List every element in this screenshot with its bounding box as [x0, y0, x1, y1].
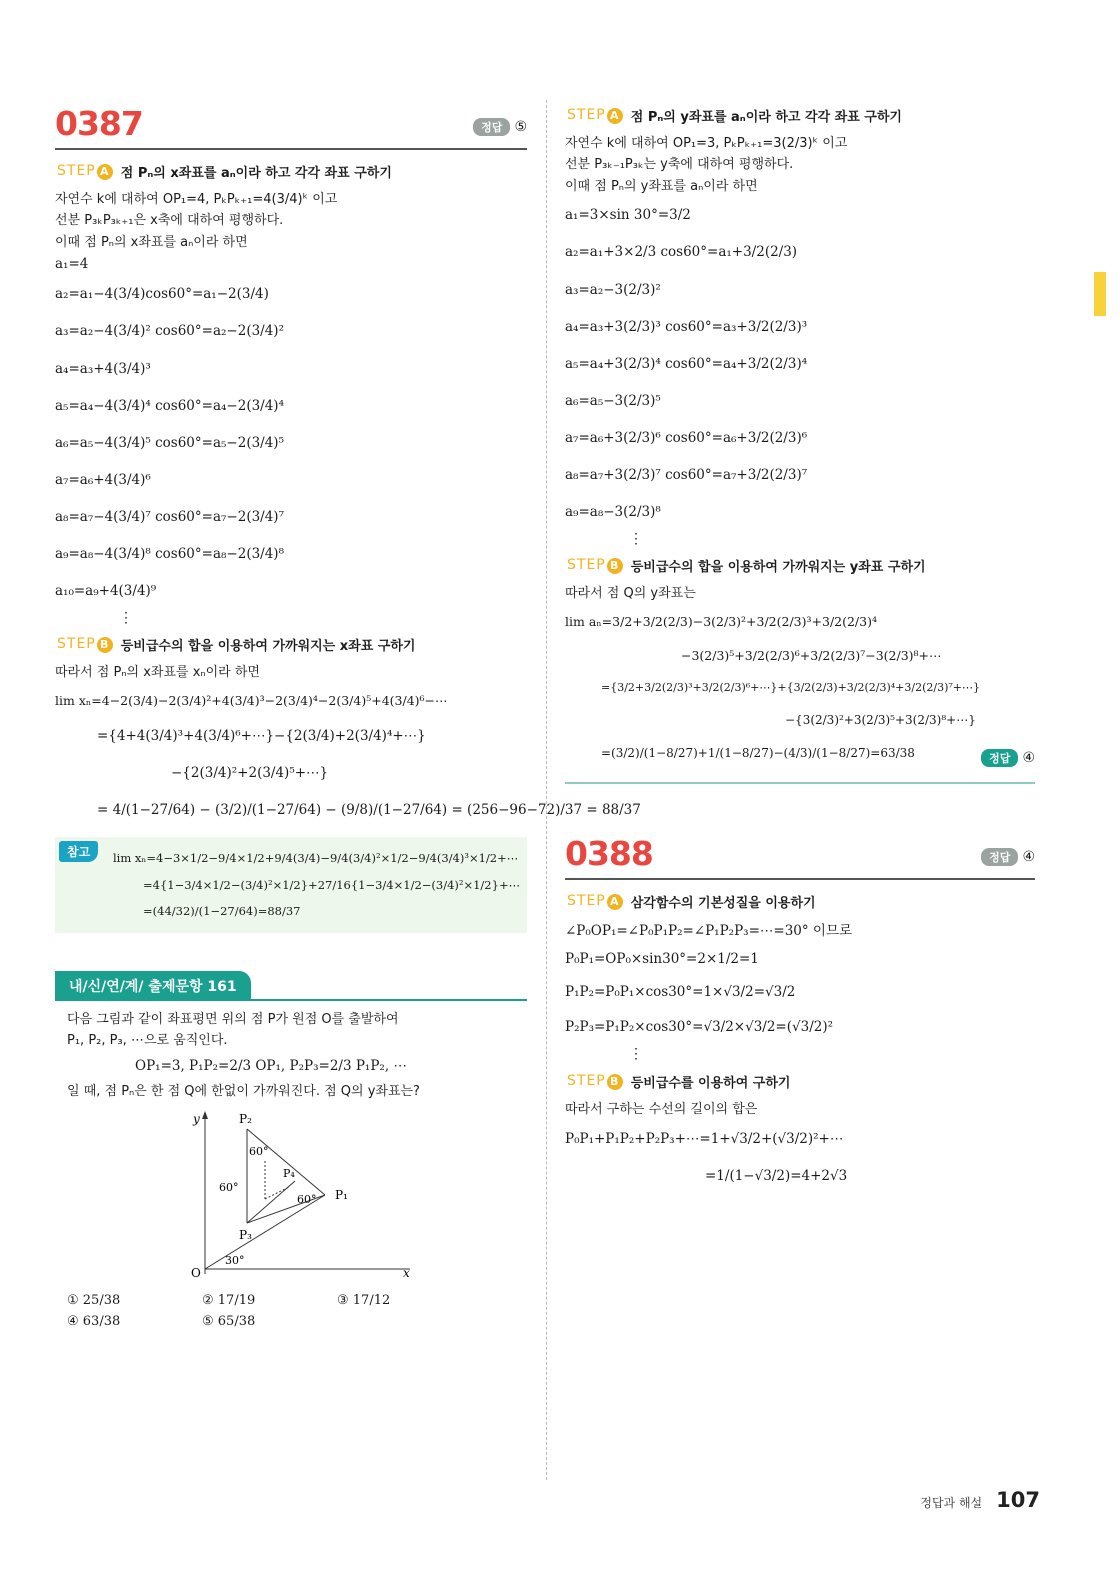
equation: −{3(2/3)²+3(2/3)⁵+3(2/3)⁸+⋯}	[785, 712, 976, 727]
equation: a₂=a₁−4(3/4)cos60°=a₁−2(3/4)	[55, 286, 269, 303]
coordinate-diagram	[185, 1109, 415, 1279]
answer-value: ④	[1022, 749, 1035, 766]
question-text	[55, 1009, 527, 1103]
equation: a₆=a₅−4(3/4)⁵ cos60°=a₅−2(3/4)⁵	[55, 434, 284, 451]
step-a2-equations	[565, 919, 1035, 1063]
choice[interactable]: ⑤ 65/38	[202, 1313, 256, 1329]
equation: −{2(3/4)²+2(3/4)⁵+⋯}	[171, 765, 329, 782]
step-tag: STEP A	[567, 893, 623, 910]
step-b-intro: 따라서 점 Pₙ의 x좌표를 xₙ이라 하면	[55, 665, 260, 681]
step-b2-intro: 따라서 구하는 수선의 길이의 합은	[565, 1102, 758, 1118]
equation: ={3/2+3/2(2/3)³+3/2(2/3)⁶+⋯}+{3/2(2/3)+3/2(2/3)⁴+3/2(2/3)⁷+⋯}	[601, 681, 981, 695]
footer-label: 정답과 해설	[920, 1496, 983, 1510]
step-a-heading	[567, 106, 1035, 125]
equation: a₃=a₂−3(2/3)²	[565, 281, 661, 298]
equation: ={4+4(3/4)³+4(3/4)⁶+⋯}−{2(3/4)+2(3/4)⁴+⋯}	[97, 727, 426, 744]
equation: a₁=3×sin 30°=3/2	[565, 207, 691, 224]
answer-tag	[981, 848, 1035, 866]
step-a-text	[55, 189, 527, 253]
equation: lim xₙ=4−3×1/2−9/4×1/2+9/4(3/4)−9/4(3/4)²×1/2−9/4(3/4)³×1/2+⋯	[113, 851, 519, 866]
equation: a₅=a₄−4(3/4)⁴ cos60°=a₄−2(3/4)⁴	[55, 397, 284, 414]
step-b2-equations	[565, 1121, 1035, 1195]
step-a-text	[565, 133, 1035, 197]
question-ask: 일 때, 점 Pₙ은 한 점 Q에 한없이 가까워진다. 점 Q의 y좌표는?	[67, 1084, 420, 1100]
problem-number: 0387	[55, 104, 143, 143]
equation: = 4/(1−27/64) − (3/2)/(1−27/64) − (9/8)/(1−27/64) = (256−96−72)/37 = 88/37	[97, 802, 641, 819]
chapter-side-tab	[1094, 272, 1106, 316]
answer-value: ⑤	[514, 119, 527, 135]
step-b2-heading	[567, 1072, 1035, 1091]
problem-number: 0388	[565, 833, 653, 873]
note-label: 참고	[59, 841, 98, 862]
x-axis-label: x	[403, 1265, 410, 1279]
equation: a₁=4	[55, 256, 89, 273]
right-column	[565, 100, 1035, 1195]
segment-p1p2	[247, 1129, 325, 1195]
equation: a₄=a₃+3(2/3)³ cos60°=a₃+3/2(2/3)³	[565, 318, 808, 335]
step-title: 점 Pₙ의 x좌표를 aₙ이라 하고 각각 좌표 구하기	[120, 166, 392, 181]
equation: =1/(1−√3/2)=4+2√3	[705, 1167, 848, 1184]
p3-label: P₃	[239, 1227, 252, 1242]
step-title: 등비급수를 이용하여 구하기	[630, 1076, 791, 1092]
page-footer	[920, 1488, 1040, 1512]
banner-label: 내/신/연/계/ 출제문항 161	[55, 971, 251, 1001]
segment-op1	[205, 1192, 325, 1269]
p4-label: P₄	[283, 1166, 295, 1180]
step-a-heading	[57, 162, 527, 181]
angle-top-label: 60°	[249, 1144, 269, 1158]
ellipsis: ⋮	[119, 610, 133, 627]
equation: ∠P₀OP₁=∠P₀P₁P₂=∠P₁P₂P₃=⋯=30° 이므로	[565, 922, 853, 939]
text-line: 이때 점 Pₙ의 x좌표를 aₙ이라 하면	[55, 234, 248, 250]
equation: P₁P₂=P₀P₁×cos30°=1×√3/2=√3/2	[565, 984, 796, 1001]
equation: a₁₀=a₉+4(3/4)⁹	[55, 583, 157, 600]
step-b-intro: 따라서 점 Q의 y좌표는	[565, 586, 696, 602]
note-box	[55, 837, 527, 932]
ellipsis: ⋮	[629, 1045, 643, 1062]
equation: P₀P₁=OP₀×sin30°=2×1/2=1	[565, 951, 759, 968]
answer-pill: 정답	[981, 749, 1018, 767]
text-line: 선분 P₃ₖP₃ₖ₊₁은 x축에 대하여 평행하다.	[55, 213, 284, 229]
ellipsis: ⋮	[629, 531, 643, 548]
text-line: 이때 점 Pₙ의 y좌표를 aₙ이라 하면	[565, 178, 758, 194]
equation: a₅=a₄+3(2/3)⁴ cos60°=a₄+3/2(2/3)⁴	[565, 355, 808, 372]
answer-pill: 정답	[473, 118, 510, 136]
answer-pill: 정답	[981, 848, 1018, 866]
step-tag: STEP B	[567, 557, 623, 574]
step-tag: STEP B	[567, 1073, 623, 1090]
step-b-heading	[57, 635, 527, 654]
equation: P₂P₃=P₁P₂×cos30°=√3/2×√3/2=(√3/2)²	[565, 1019, 834, 1036]
step-tag: STEP A	[567, 107, 623, 124]
angle-right-label: 60°	[297, 1192, 317, 1206]
equation: a₇=a₆+4(3/4)⁶	[55, 471, 151, 488]
choice[interactable]: ④ 63/38	[67, 1313, 121, 1329]
text-line: 자연수 k에 대하여 OP₁=3, PₖPₖ₊₁=3(2/3)ᵏ 이고	[565, 136, 848, 151]
related-problem-banner	[55, 971, 527, 1001]
equation: a₃=a₂−4(3/4)² cos60°=a₂−2(3/4)²	[55, 323, 284, 340]
answer-choices	[67, 1293, 527, 1329]
p1-label: P₁	[335, 1187, 348, 1202]
section-rule	[565, 782, 1035, 784]
equation: =(3/2)/(1−8/27)+1/(1−8/27)−(4/3)/(1−8/27)=63/38	[601, 745, 915, 760]
equation: lim xₙ=4−2(3/4)−2(3/4)²+4(3/4)³−2(3/4)⁴−2(3/4)⁵+4(3/4)⁶−⋯	[55, 692, 448, 708]
choice[interactable]: ① 25/38	[67, 1292, 121, 1308]
angle-left-label: 60°	[219, 1180, 239, 1194]
step-title: 삼각함수의 기본성질을 이용하기	[630, 895, 816, 911]
equation: lim aₙ=3/2+3/2(2/3)−3(2/3)²+3/2(2/3)³+3/2(2/3)⁴	[565, 613, 877, 629]
text-line: 다음 그림과 같이 좌표평면 위의 점 P가 원점 O를 출발하여	[67, 1011, 399, 1027]
equation: =(44/32)/(1−27/64)=88/37	[143, 904, 301, 919]
equation: a₈=a₇+3(2/3)⁷ cos60°=a₇+3/2(2/3)⁷	[565, 467, 808, 484]
equation: a₉=a₈−3(2/3)⁸	[565, 504, 661, 521]
step-tag: STEP A	[57, 163, 113, 180]
equation: a₄=a₃+4(3/4)³	[55, 360, 151, 377]
answer-tag	[981, 749, 1035, 767]
page-number: 107	[996, 1488, 1040, 1512]
step-title: 등비급수의 합을 이용하여 가까워지는 y좌표 구하기	[630, 560, 926, 576]
step-a2-heading	[567, 892, 1035, 911]
final-equation-row	[565, 737, 1035, 770]
equation: a₆=a₅−3(2/3)⁵	[565, 392, 661, 409]
y-axis-arrow	[202, 1111, 208, 1119]
step-tag: STEP B	[57, 636, 113, 653]
column-divider	[546, 100, 547, 1480]
equation: −3(2/3)⁵+3/2(2/3)⁶+3/2(2/3)⁷−3(2/3)⁸+⋯	[681, 648, 942, 664]
step-a-equations	[55, 253, 527, 627]
step-b-equations	[55, 684, 641, 830]
step-title: 등비급수의 합을 이용하여 가까워지는 x좌표 구하기	[120, 639, 416, 655]
text-line: 선분 P₃ₖ₋₁P₃ₖ는 y축에 대하여 평행하다.	[565, 157, 794, 173]
step-b-heading	[567, 556, 1035, 575]
question-condition: OP₁=3, P₁P₂=2/3 OP₁, P₂P₃=2/3 P₁P₂, ⋯	[135, 1057, 407, 1074]
text-line: 자연수 k에 대하여 OP₁=4, PₖPₖ₊₁=4(3/4)ᵏ 이고	[55, 192, 338, 207]
equation: a₉=a₈−4(3/4)⁸ cos60°=a₈−2(3/4)⁸	[55, 546, 284, 563]
equation: a₂=a₁+3×2/3 cos60°=a₁+3/2(2/3)	[565, 244, 798, 261]
problem-header-0387	[55, 100, 527, 150]
equation: =4{1−3/4×1/2−(3/4)²×1/2}+27/16{1−3/4×1/2−(3/4)²×1/2}+⋯	[143, 877, 521, 892]
y-axis-label: y	[193, 1111, 200, 1126]
equation: a₈=a₇−4(3/4)⁷ cos60°=a₇−2(3/4)⁷	[55, 509, 284, 525]
p2-label: P₂	[239, 1111, 252, 1126]
origin-label: O	[191, 1265, 201, 1279]
equation: a₇=a₆+3(2/3)⁶ cos60°=a₆+3/2(2/3)⁶	[565, 430, 808, 447]
problem-header-0388	[565, 830, 1035, 880]
choice[interactable]: ② 17/19	[202, 1292, 256, 1308]
step-b-equations	[565, 605, 1035, 770]
choice[interactable]: ③ 17/12	[337, 1292, 391, 1308]
answer-value: ④	[1022, 848, 1035, 865]
equation: P₀P₁+P₁P₂+P₂P₃+⋯=1+√3/2+(√3/2)²+⋯	[565, 1130, 844, 1147]
step-title: 점 Pₙ의 y좌표를 aₙ이라 하고 각각 좌표 구하기	[630, 110, 902, 125]
angle-base-label: 30°	[225, 1253, 245, 1267]
step-a-equations	[565, 197, 1035, 548]
text-line: P₁, P₂, P₃, ⋯으로 움직인다.	[67, 1033, 228, 1049]
answer-tag	[473, 118, 527, 136]
